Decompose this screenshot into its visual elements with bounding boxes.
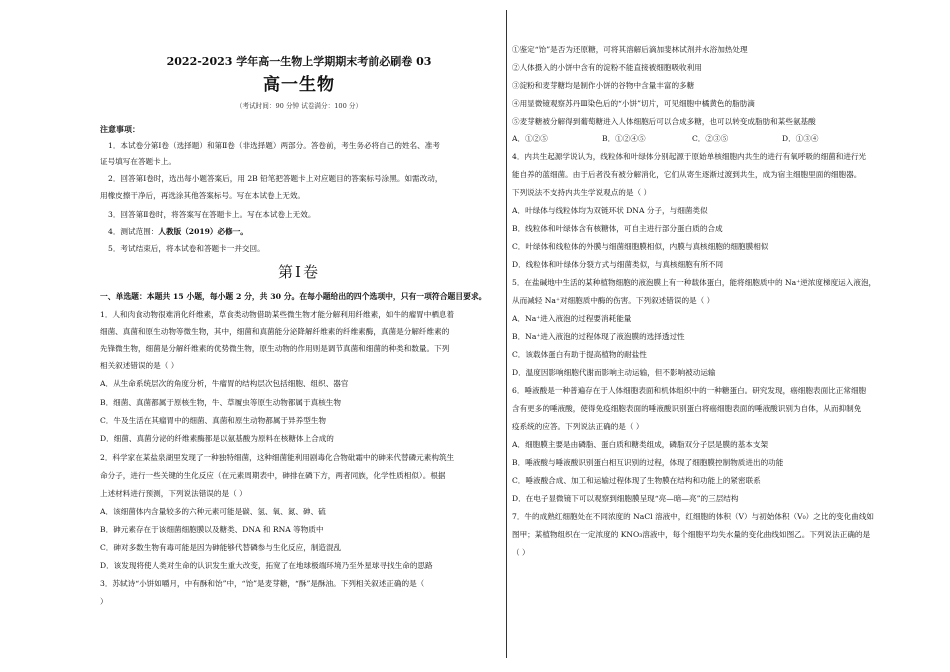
question-line: 5．在盐碱地中生活的某种植物细胞的液泡膜上有一种载体蛋白，能将细胞质中的 Na⁺逆浓度梯度运入液泡， [512, 278, 877, 287]
option-line: A．从生命系统层次的角度分析，牛瘤胃的结构层次包括细胞、组织、器官 [100, 379, 349, 388]
question-line: 命分子，进行一些关键的生化反应（在元素周期表中，砷排在磷下方，两者同族，化学性质相似）。根据 [100, 471, 446, 480]
question-line: 2．科学家在某盐泉湖里发现了一种独特细菌，这种细菌能利用剧毒化合物砒霜中的砷来代替磷元素构筑生 [100, 453, 455, 462]
question-line: 上述材料进行预测，下列说法错误的是（ ） [100, 489, 247, 498]
statement-line: ②人体摄入的小饼中含有的淀粉不能直接被细胞吸收利用 [512, 63, 702, 72]
option-c: C．②③⑤ [692, 134, 729, 143]
question-line: ） [100, 597, 108, 606]
part1-title: 第Ⅰ卷 [278, 263, 320, 281]
statement-line: ④用显微镜观察苏丹Ⅲ染色后的“小饼”切片，可见细胞中橘黄色的脂肪滴 [512, 99, 755, 108]
option-line: A．该细菌体内含量较多的六种元素可能是碳、氢、氧、氮、砷、硫 [100, 507, 326, 516]
option-line: D．温度因影响细胞代谢而影响主动运输，但不影响被动运输 [512, 368, 716, 377]
notice-line: 用橡皮擦干净后，再选涂其他答案标号。写在本试卷上无效。 [100, 191, 306, 200]
question-line: 细菌、真菌和原生动物等微生物，其中，细菌和真菌能分泌降解纤维素的纤维素酶，真菌是分解纤维素的 [100, 327, 450, 336]
notice-line: 5．考试结束后，将本试卷和答题卡一并交回。 [108, 244, 265, 253]
option-line: A．Na⁺进入液泡的过程要消耗能量 [512, 314, 632, 323]
option-line: A．细胞膜主要是由磷脂、蛋白质和糖类组成，磷脂双分子层是膜的基本支架 [512, 440, 769, 449]
option-line: A．叶绿体与线粒体均为双链环状 DNA 分子，与细菌类似 [512, 206, 708, 215]
question-line: 从而减轻 Na⁺对细胞质中酶的伤害。下列叙述错误的是（ ） [512, 296, 715, 305]
option-line: D．在电子显微镜下可以观察到细胞膜呈现“亮—暗—亮”的三层结构 [512, 494, 739, 503]
notice-line: 证号填写在答题卡上。 [100, 157, 176, 166]
option-line: B．砷元素存在于该细菌细胞膜以及糖类、DNA 和 RNA 等物质中 [100, 525, 324, 534]
exam-meta: （考试时间：90 分钟 试卷满分：100 分） [235, 102, 363, 110]
question-line: （ ） [512, 548, 530, 557]
statement-line: ①鉴定“饴”是否为还原糖，可将其溶解后滴加斐林试剂并水浴加热处理 [512, 45, 748, 54]
question-line: 相关叙述错误的是（ ） [100, 361, 179, 370]
question-line: 含有更多的唾液酸，使得免疫细胞表面的唾液酸识别蛋白将癌细胞表面的唾液酸识别为自体，从而抑制免 [512, 404, 862, 413]
statement-line: ③淀粉和麦芽糖均是制作小饼的谷物中含量丰富的多糖 [512, 81, 695, 90]
notice-title: 注意事项： [100, 124, 140, 134]
scope-bold: 人教版（2019）必修一。 [158, 227, 248, 236]
question-line: 下列说法不支持内共生学说观点的是（ ） [512, 188, 652, 197]
option-line: C．该载体蛋白有助于提高植物的耐盐性 [512, 350, 647, 359]
question-line: 先锋微生物，细菌是分解纤维素的优势微生物，原生动物的作用则是调节真菌和细菌的种类和数量。下列 [100, 344, 450, 353]
exam-title: 2022-2023 学年高一生物上学期期末考前必刷卷 03 [166, 55, 432, 68]
question-line: 7．牛的成熟红细胞处在不同浓度的 NaCl 溶液中，红细胞的体积（V）与初始体积（V₀）之比的变化曲线如 [512, 512, 875, 521]
question-line: 1．人和肉食动物很难消化纤维素，草食类动物借助某些微生物才能分解利用纤维素，如牛的瘤胃中栖息着 [100, 310, 455, 319]
notice-line: 3．回答第Ⅱ卷时，将答案写在答题卡上。写在本试卷上无效。 [108, 210, 316, 219]
question-line: 图甲；某植物组织在一定浓度的 KNO₃溶液中，每个细胞平均失水量的变化曲线如图乙。下列说法正确的是 [512, 530, 871, 539]
option-line: C．牛及生活在其瘤胃中的细菌、真菌和原生动物都属于异养型生物 [100, 416, 327, 425]
option-line: C．叶绿体和线粒体的外膜与细菌细胞膜相似，内膜与真核细胞的细胞膜相似 [512, 242, 769, 251]
option-line: B．细菌、真菌都属于原核生物，牛、草履虫等原生动物都属于真核生物 [100, 398, 341, 407]
option-line: C．砷对多数生物有毒可能是因为砷能够代替磷参与生化反应，制造混乱 [100, 543, 342, 552]
option-line: D．该发现将使人类对生命的认识发生重大改变，拓宽了在地球极端环境乃至外星球寻找生命的思路 [100, 561, 433, 570]
section-heading: 一、单选题：本题共 15 小题，每小题 2 分，共 30 分。在每小题给出的四个选项中，只有一项符合题目要求。 [100, 292, 487, 301]
option-line: B．线粒体和叶绿体含有核糖体，可自主进行部分蛋白质的合成 [512, 224, 723, 233]
option-b: B．①②④⑤ [602, 134, 646, 143]
notice-line-scope [100, 227, 498, 237]
notice-line: 1．本试卷分第Ⅰ卷（选择题）和第Ⅱ卷（非选择题）两部分。答卷前，考生务必将自己的姓名、准考 [108, 141, 440, 150]
question-line: 能自养的蓝细菌。由于后者没有被分解消化，它们从寄生逐渐过渡到共生，成为宿主细胞里面的细胞器。 [512, 170, 862, 179]
question-line: 疫系统的应答。下列说法正确的是（ ） [512, 422, 644, 431]
option-line: B．唾液酸与唾液酸识别蛋白相互识别的过程，体现了细胞膜控制物质进出的功能 [512, 458, 784, 467]
option-d: D．①③④ [782, 134, 819, 143]
scope-prefix: 4．测试范围： [108, 227, 159, 236]
question-line: 4．内共生起源学说认为，线粒体和叶绿体分别起源于原始单核细胞内共生的进行有氧呼吸的细菌和进行光 [512, 152, 867, 161]
option-line: D．线粒体和叶绿体分裂方式与细菌类似，与真核细胞有所不同 [512, 260, 724, 269]
subject-title: 高一生物 [263, 75, 335, 95]
q3-options [512, 134, 898, 144]
option-line: C．唾液酸合成、加工和运输过程体现了生物膜在结构和功能上的紧密联系 [512, 476, 761, 485]
option-line: B．Na⁺进入液泡的过程体现了液泡膜的选择透过性 [512, 332, 685, 341]
option-line: D．细菌、真菌分泌的纤维素酶都是以氨基酸为原料在核糖体上合成的 [100, 434, 334, 443]
question-line: 3．苏轼诗“小饼如嚼月，中有酥和饴”中，“饴”是麦芽糖，“酥”是酥油。下列相关叙述正确的是（ [100, 579, 425, 588]
statement-line: ⑤麦芽糖被分解得到葡萄糖进入人体细胞后可以合成多糖，也可以转变成脂肪和某些氨基酸 [512, 117, 816, 126]
column-divider [506, 10, 507, 658]
notice-line: 2．回答第Ⅰ卷时，选出每小题答案后，用 2B 铅笔把答题卡上对应题目的答案标号涂黑。如需改动， [108, 174, 443, 183]
question-line: 6．唾液酸是一种普遍存在于人体细胞表面和机体组织中的一种糖蛋白。研究发现，癌细胞表面比正常细胞 [512, 386, 867, 395]
option-a: A．①②⑤ [512, 134, 548, 143]
